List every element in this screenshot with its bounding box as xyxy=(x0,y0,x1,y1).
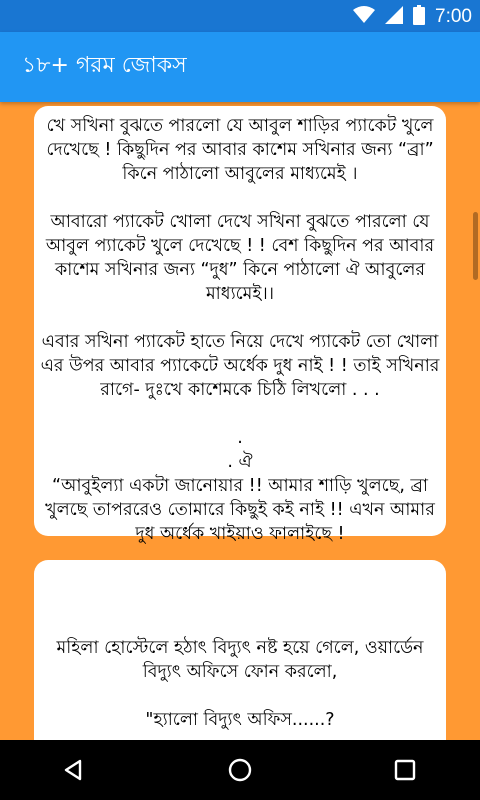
back-button[interactable] xyxy=(58,755,88,785)
home-button[interactable] xyxy=(225,755,255,785)
joke-closing: “আবুইল্যা একটা জানোয়ার !! আমার শাড়ি খুলছে, ব্রা খুলছে তাপররেও তোমারে কিছুই কই নাই !! এখন আমার দুধ অর্ধেক খাইয়াও ফালাইছে ! xyxy=(45,476,435,544)
wifi-icon xyxy=(353,6,375,28)
status-bar xyxy=(0,0,480,32)
joke-line: . ঐ xyxy=(227,452,253,472)
scrollbar-thumb[interactable] xyxy=(473,212,478,280)
battery-icon xyxy=(413,5,425,29)
joke-paragraph: মহিলা হোস্টেলে হঠাৎ বিদ্যুৎ নষ্ট হয়ে গেলে, ওয়ার্ডেন বিদ্যুৎ অফিসে ফোন করলো, xyxy=(56,638,424,682)
navigation-bar xyxy=(0,740,480,800)
signal-icon xyxy=(385,6,403,28)
joke-card[interactable] xyxy=(34,106,446,544)
joke-paragraph: এবার সখিনা প্যাকেট হাতে নিয়ে দেখে প্যাকেট তো খোলা এর উপর আবার প্যাকেটে অর্ধেক দুধ নাই ! ! তাই সখিনার রাগে- দুঃখে কাশেমকে চিঠি লিখলো . . . xyxy=(40,332,440,400)
joke-paragraph: আবারো প্যাকেট খোলা দেখে সখিনা বুঝতে পারলো যে আবুল প্যাকেট খুলে দেখেছে ! ! বেশ কিছুদিন পর আবার কাশেম সখিনার জন্য “দুধ” কিনে পাঠালো ঐ আবুলের মাধ্যমেই।। xyxy=(45,212,435,304)
back-icon xyxy=(61,758,85,782)
app-bar xyxy=(0,32,480,102)
joke-list[interactable] xyxy=(0,102,480,740)
home-icon xyxy=(227,757,253,783)
joke-card[interactable] xyxy=(34,560,446,740)
app-title: ১৮+ গরম জোকস xyxy=(22,53,187,78)
recents-button[interactable] xyxy=(390,755,420,785)
recents-icon xyxy=(394,759,416,781)
joke-paragraph: "হ্যালো বিদ্যুৎ অফিস......? xyxy=(145,710,335,730)
status-icons xyxy=(353,5,472,29)
joke-paragraph: খে সখিনা বুঝতে পারলো যে আবুল শাড়ির প্যাকেট খুলে দেখেছে ! কিছুদিন পর আবার কাশেম সখিনার জন্য “ব্রা” কিনে পাঠালো আবুলের মাধ্যমেই । xyxy=(46,116,434,184)
status-time: 7:00 xyxy=(435,6,472,27)
joke-dots: . xyxy=(237,428,243,448)
